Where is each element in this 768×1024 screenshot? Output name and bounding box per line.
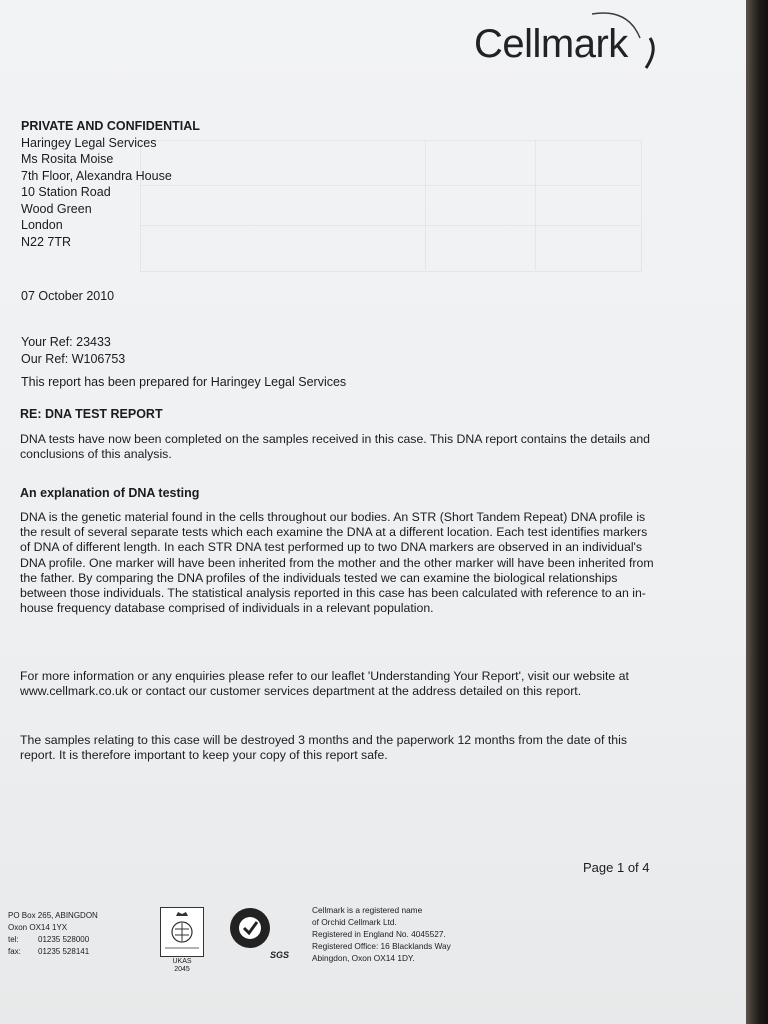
registration-line: Registered in England No. 4045527.	[312, 929, 446, 939]
show-through-table	[140, 140, 642, 272]
page-number: Page 1 of 4	[583, 860, 650, 875]
fax-label: fax:	[8, 947, 21, 956]
our-ref: Our Ref: W106753	[21, 351, 126, 366]
info-paragraph: For more information or any enquiries please refer to our leaflet 'Understanding Your Report', visit our website at www.cellmark.co.uk or contact our customer services department at the address detailed on this report.	[20, 669, 629, 699]
ukas-number: 2045	[174, 966, 190, 973]
cellmark-logo: Cellmark	[474, 22, 628, 66]
letter-date: 07 October 2010	[21, 289, 115, 303]
sgs-label: SGS	[270, 950, 290, 960]
references	[21, 334, 125, 367]
address-line: London	[21, 218, 63, 232]
confidential-heading: PRIVATE AND CONFIDENTIAL	[21, 119, 200, 133]
address-line: Haringey Legal Services	[21, 135, 157, 150]
footer-contact	[8, 910, 98, 958]
address-line: Wood Green	[21, 201, 92, 216]
re-heading: RE: DNA TEST REPORT	[20, 407, 163, 421]
sgs-certification-icon	[226, 904, 290, 960]
samples-paragraph: The samples relating to this case will be destroyed 3 months and the paperwork 12 months from the date of this report. It is therefore important to keep your copy of this report safe.	[20, 733, 627, 763]
registration-line: of Orchid Cellmark Ltd.	[312, 917, 397, 927]
tel-number: 01235 528000	[38, 935, 90, 944]
explanation-heading: An explanation of DNA testing	[20, 486, 200, 500]
ukas-label: UKAS	[172, 958, 192, 965]
desk-edge	[746, 0, 768, 1024]
ukas-logo-icon	[160, 907, 204, 957]
footer-oxon: Oxon OX14 1YX	[8, 923, 68, 932]
footer-registration	[312, 904, 451, 964]
address-line: N22 7TR	[21, 234, 72, 249]
footer-po-box: PO Box 265, ABINGDON	[8, 911, 98, 920]
address-line: 7th Floor, Alexandra House	[21, 168, 172, 183]
registration-line: Registered Office: 16 Blacklands Way	[312, 941, 451, 951]
prepared-for: This report has been prepared for Haringey Legal Services	[21, 375, 347, 389]
recipient-address	[21, 118, 200, 250]
fax-number: 01235 528141	[38, 947, 90, 956]
logo-swoosh-icon	[588, 8, 658, 78]
your-ref: Your Ref: 23433	[21, 335, 111, 349]
registration-line: Cellmark is a registered name	[312, 905, 423, 915]
explanation-paragraph: DNA is the genetic material found in the cells throughout our bodies. An STR (Short Tandem Repeat) DNA profile is the result of several separate tests which each examine the DNA at a different location. Each test identifies markers of DNA of different length. In each STR DNA test performed up to two DNA markers are observed in an individual's DNA profile. One marker will have been inherited from the mother and the other marker will have been inherited from the father. By comparing the DNA profiles of the individuals tested we can examine the biological relationships between those individuals. The statistical analysis reported in this case has been calculated with reference to an in-house frequency database comprised of individuals in a relevant population.	[20, 510, 654, 616]
intro-paragraph: DNA tests have now been completed on the samples received in this case. This DNA report contains the details and conclusions of this analysis.	[20, 432, 650, 462]
address-line: 10 Station Road	[21, 185, 111, 199]
registration-line: Abingdon, Oxon OX14 1DY.	[312, 953, 415, 963]
address-line: Ms Rosita Moise	[21, 152, 114, 166]
tel-label: tel:	[8, 935, 19, 944]
